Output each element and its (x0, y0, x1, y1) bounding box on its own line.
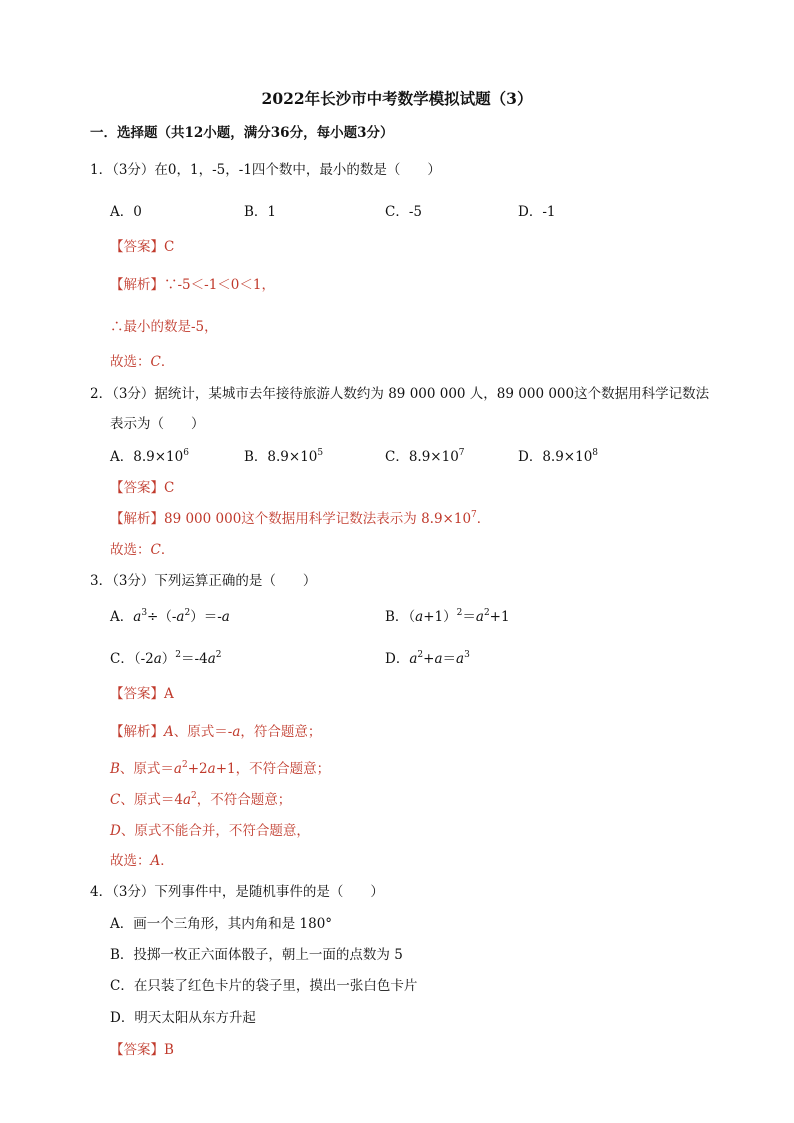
q1-conclusion (110, 353, 174, 371)
option-label: D． (385, 651, 410, 667)
op-text: +1 (489, 609, 510, 625)
q4-option-a: A．画一个三角形，其内角和是 180° (110, 916, 333, 932)
option-letter: D (110, 823, 121, 839)
conclusion-letter: C (150, 542, 161, 558)
q3-answer: 【答案】A (110, 686, 174, 702)
conclusion-letter: C (150, 354, 161, 370)
exponent: 2 (417, 650, 424, 660)
option-label: C．（-2 (110, 651, 154, 667)
var-a: a (153, 651, 162, 667)
op-text: ＝ (462, 609, 476, 625)
analysis-text: ，不符合题意； (196, 792, 292, 808)
option-letter: C (110, 792, 121, 808)
exponent: 2 (215, 650, 222, 660)
op-text: ＝-4 (181, 651, 208, 667)
var-a: a (409, 651, 418, 667)
q3-option-a (110, 608, 230, 626)
var-a: a (182, 792, 191, 808)
q3-option-b (385, 608, 510, 626)
option-exponent: 5 (317, 448, 324, 458)
section-heading: 一．选择题（共12小题，满分36分，每小题3分） (90, 125, 394, 141)
option-exponent: 6 (183, 448, 189, 458)
option-letter: A (164, 724, 174, 740)
exponent: 3 (464, 650, 470, 660)
q2-answer: 【答案】C (110, 480, 175, 496)
option-exponent: 8 (592, 448, 599, 458)
q4-option-d: D．明天太阳从东方升起 (110, 1010, 256, 1026)
q3-analysis-a (110, 723, 321, 741)
analysis-tag: 【解析】 (110, 511, 164, 527)
q4-answer: 【答案】B (110, 1042, 174, 1058)
q1-option-d: D．-1 (518, 204, 556, 220)
var-a: a (176, 609, 185, 625)
q1-answer: 【答案】C (110, 239, 175, 255)
conclusion-text: 故选： (110, 354, 151, 370)
analysis-tag: 【解析】 (110, 724, 164, 740)
analysis-text: 、原式＝4 (120, 792, 183, 808)
q3-analysis-b (110, 760, 330, 778)
var-a: a (475, 609, 484, 625)
q1-option-a: A．0 (110, 204, 142, 220)
q3-analysis-c (110, 791, 291, 809)
option-exponent: 7 (458, 448, 465, 458)
analysis-text: +2 (187, 761, 208, 777)
analysis-tag: 【解析】 (110, 277, 164, 293)
q4-option-c: C．在只装了红色卡片的袋子里，摸出一张白色卡片 (110, 978, 418, 994)
exponent: 2 (191, 791, 197, 801)
exponent: 2 (456, 608, 463, 618)
op-text: +1） (423, 609, 457, 625)
var-a: a (221, 609, 230, 625)
q3-option-c (110, 650, 221, 668)
op-text: ） (161, 651, 176, 667)
q3-option-d (385, 650, 470, 668)
q3-stem: 3．（3分）下列运算正确的是（ ） (90, 573, 317, 589)
q2-stem: 2．（3分）据统计，某城市去年接待旅游人数约为 89 000 000 人，89 000 000这个数据用科学记数法 (90, 386, 710, 402)
analysis-period: ． (476, 511, 491, 527)
q2-option-b (244, 448, 323, 466)
page-title: 2022年长沙市中考数学模拟试题（3） (261, 89, 533, 108)
q1-stem: 1．（3分）在0，1，-5，-1四个数中，最小的数是（ ） (90, 162, 441, 178)
op-text: ÷（- (147, 609, 177, 625)
var-a: a (173, 761, 182, 777)
q3-conclusion (110, 852, 174, 870)
var-a: a (207, 761, 216, 777)
option-label: A．8.9×10 (110, 449, 184, 465)
conclusion-letter: A (150, 853, 161, 869)
exponent: 2 (175, 650, 182, 660)
conclusion-period: ． (160, 542, 175, 558)
analysis-text: 、原式不能合并，不符合题意， (120, 823, 310, 839)
analysis-text: 、原式＝ (119, 761, 174, 777)
analysis-text: 、原式＝- (173, 724, 233, 740)
analysis-text: 89 000 000这个数据用科学记数法表示为 8.9×10 (164, 511, 472, 527)
option-letter: B (110, 761, 120, 777)
q4-stem: 4．（3分）下列事件中，是随机事件的是（ ） (90, 884, 384, 900)
conclusion-period: ． (160, 354, 175, 370)
var-a: a (133, 609, 142, 625)
q1-analysis (110, 276, 275, 294)
exponent: 2 (483, 608, 490, 618)
exponent: 3 (141, 608, 148, 618)
analysis-exponent: 7 (471, 510, 477, 520)
conclusion-text: 故选： (110, 542, 151, 558)
q2-option-c (385, 448, 465, 466)
q2-conclusion (110, 541, 174, 559)
option-label: B．（ (385, 609, 416, 625)
q4-option-b: B．投掷一枚正六面体骰子，朝上一面的点数为 5 (110, 947, 403, 963)
option-label: C．8.9×10 (385, 449, 459, 465)
q1-analysis-line2: ∴最小的数是-5， (110, 319, 218, 335)
analysis-text: ，符合题意； (240, 724, 322, 740)
conclusion-period: ． (160, 853, 174, 869)
q2-analysis (110, 510, 490, 528)
option-label: B．8.9×10 (244, 449, 318, 465)
var-a: a (456, 651, 465, 667)
q1-option-c: C．-5 (385, 204, 422, 220)
q1-option-b: B．1 (244, 204, 277, 220)
var-a: a (415, 609, 424, 625)
var-a: a (207, 651, 216, 667)
q3-analysis-d (110, 822, 310, 840)
op-text: ＝ (442, 651, 456, 667)
q2-stem-cont: 表示为（ ） (110, 416, 205, 432)
exponent: 2 (184, 608, 191, 618)
conclusion-text: 故选： (110, 853, 151, 869)
op-text: ）＝- (190, 609, 222, 625)
exponent: 2 (181, 760, 188, 770)
var-a: a (434, 651, 443, 667)
var-a: a (232, 724, 241, 740)
q2-option-a (110, 448, 189, 466)
analysis-text: ∵-5＜-1＜0＜1， (164, 277, 275, 293)
option-label: D．8.9×10 (518, 449, 593, 465)
q2-option-d (518, 448, 598, 466)
op-text: + (423, 651, 435, 667)
option-label: A． (110, 609, 134, 625)
analysis-text: +1，不符合题意； (215, 761, 331, 777)
